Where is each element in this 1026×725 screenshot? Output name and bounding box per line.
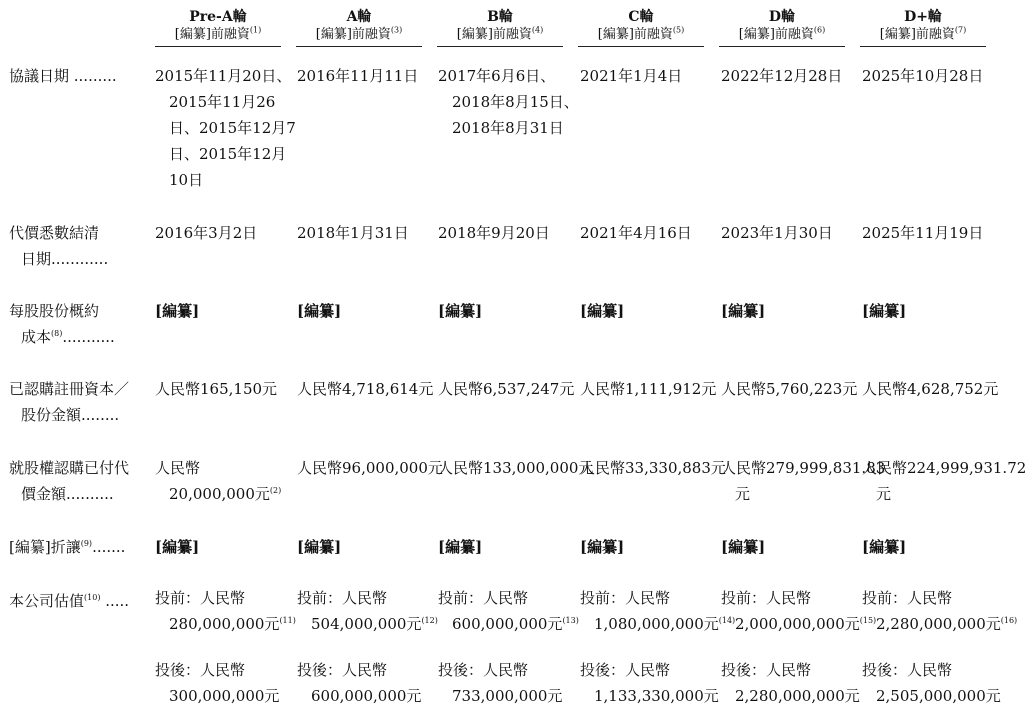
cost-b: [編纂] bbox=[438, 302, 483, 320]
cost-pre-a: [編纂] bbox=[155, 302, 200, 320]
agreement-date-d: 2022年12月28日 bbox=[721, 67, 843, 85]
settlement-date-d: 2023年1月30日 bbox=[721, 224, 833, 242]
settlement-date-d-plus: 2025年11月19日 bbox=[862, 224, 984, 242]
paid-c: 人民幣33,330,883元 bbox=[580, 459, 726, 477]
column-header-a bbox=[296, 8, 422, 47]
header-rule bbox=[578, 46, 704, 47]
round-subtitle: [編纂]前融資$^{(5)}$ bbox=[597, 25, 685, 42]
settlement-date-b: 2018年9月20日 bbox=[438, 224, 550, 242]
header-rule bbox=[860, 46, 986, 47]
header-rule bbox=[719, 46, 845, 47]
row-label-discount: [編纂]折讓$^{(9)}$....... bbox=[9, 538, 126, 556]
discount-c: [編纂] bbox=[580, 538, 625, 556]
row-label-cost-per-share: 每股股份概約 成本$^{(8)}$........... bbox=[9, 302, 115, 346]
valuation-c: 投前：人民幣 1,080,000,000元$^{(14)}$ 投後：人民幣 1,133,330,000元 bbox=[580, 589, 736, 705]
agreement-date-b: 2017年6月6日、 2018年8月15日、 2018年8月31日 bbox=[438, 67, 579, 137]
row-label-consideration-paid: 就股權認購已付代 價金額.......... bbox=[9, 459, 130, 503]
valuation-d: 投前：人民幣 2,000,000,000元$^{(15)}$ 投後：人民幣 2,280,000,000元 bbox=[721, 589, 877, 705]
settlement-date-c: 2021年4月16日 bbox=[580, 224, 692, 242]
round-name: C輪 bbox=[628, 9, 654, 25]
column-header-b bbox=[437, 8, 563, 47]
round-name: A輪 bbox=[346, 9, 372, 25]
column-header-d-plus bbox=[860, 8, 986, 47]
settlement-date-pre-a: 2016年3月2日 bbox=[155, 224, 258, 242]
discount-pre-a: [編纂] bbox=[155, 538, 200, 556]
cost-a: [編纂] bbox=[297, 302, 342, 320]
paid-b: 人民幣133,000,000元 bbox=[438, 459, 594, 477]
agreement-date-pre-a: 2015年11月20日、 2015年11月26 日、2015年12月7 日、2015年12月 10日 bbox=[155, 67, 296, 189]
agreement-date-a: 2016年11月11日 bbox=[297, 67, 419, 85]
header-rule bbox=[437, 46, 563, 47]
row-label-registered-capital: 已認購註冊資本／ 股份金額........ bbox=[9, 380, 130, 424]
column-header-c bbox=[578, 8, 704, 47]
capital-b: 人民幣6,537,247元 bbox=[438, 380, 575, 398]
round-name: D+輪 bbox=[904, 9, 942, 25]
round-subtitle: [編纂]前融資$^{(4)}$ bbox=[456, 25, 544, 42]
agreement-date-d-plus: 2025年10月28日 bbox=[862, 67, 984, 85]
header-rule bbox=[155, 46, 281, 47]
column-header-pre-a bbox=[155, 8, 281, 47]
cost-d-plus: [編纂] bbox=[862, 302, 907, 320]
valuation-d-plus: 投前：人民幣 2,280,000,000元$^{(16)}$ 投後：人民幣 2,505,000,000元 bbox=[862, 589, 1018, 705]
agreement-date-c: 2021年1月4日 bbox=[580, 67, 683, 85]
round-name: B輪 bbox=[487, 9, 513, 25]
round-subtitle: [編纂]前融資$^{(1)}$ bbox=[174, 25, 262, 42]
round-name: D輪 bbox=[768, 9, 796, 25]
settlement-date-a: 2018年1月31日 bbox=[297, 224, 409, 242]
valuation-a: 投前：人民幣 504,000,000元$^{(12)}$ 投後：人民幣 600,000,000元 bbox=[297, 589, 438, 705]
capital-c: 人民幣1,111,912元 bbox=[580, 380, 717, 398]
valuation-pre-a: 投前：人民幣 280,000,000元$^{(11)}$ 投後：人民幣 300,000,000元 bbox=[155, 589, 296, 705]
cost-d: [編纂] bbox=[721, 302, 766, 320]
paid-a: 人民幣96,000,000元 bbox=[297, 459, 443, 477]
column-header-d bbox=[719, 8, 845, 47]
paid-d: 人民幣279,999,831.83 元 bbox=[721, 459, 886, 503]
cost-c: [編纂] bbox=[580, 302, 625, 320]
capital-pre-a: 人民幣165,150元 bbox=[155, 380, 278, 398]
paid-pre-a: 人民幣 20,000,000元$^{(2)}$ bbox=[155, 459, 282, 503]
paid-d-plus: 人民幣224,999,931.72 元 bbox=[862, 459, 1026, 503]
row-label-valuation: 本公司估值$^{(10)}$ ..... bbox=[9, 592, 130, 610]
capital-d-plus: 人民幣4,628,752元 bbox=[862, 380, 999, 398]
header-rule bbox=[296, 46, 422, 47]
discount-d: [編纂] bbox=[721, 538, 766, 556]
round-subtitle: [編纂]前融資$^{(3)}$ bbox=[315, 25, 403, 42]
valuation-b: 投前：人民幣 600,000,000元$^{(13)}$ 投後：人民幣 733,000,000元 bbox=[438, 589, 579, 705]
row-label-settlement-date: 代價悉數結清 日期............ bbox=[9, 224, 109, 268]
round-subtitle: [編纂]前融資$^{(6)}$ bbox=[738, 25, 826, 42]
discount-b: [編纂] bbox=[438, 538, 483, 556]
round-name: Pre-A輪 bbox=[189, 9, 247, 25]
discount-a: [編纂] bbox=[297, 538, 342, 556]
row-label-agreement-date: 協議日期 ......... bbox=[9, 67, 117, 85]
capital-a: 人民幣4,718,614元 bbox=[297, 380, 434, 398]
discount-d-plus: [編纂] bbox=[862, 538, 907, 556]
capital-d: 人民幣5,760,223元 bbox=[721, 380, 858, 398]
round-subtitle: [編纂]前融資$^{(7)}$ bbox=[879, 25, 967, 42]
